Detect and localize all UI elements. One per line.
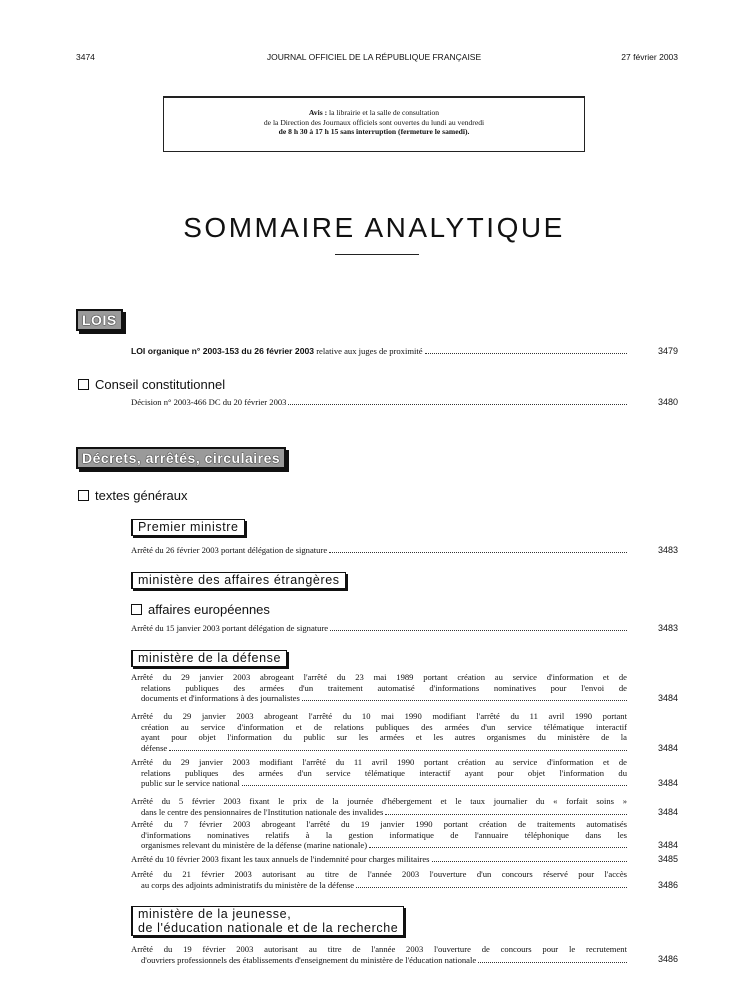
entry-continuation-line: d'informations nominatives relatifs à la gestion informatique de l'annuaire téléphonique dans les bbox=[141, 829, 627, 840]
leader-dots bbox=[385, 814, 627, 815]
entry-last-line: d'ouvriers professionnels des établissements d'enseignement du ministère de l'éducation nationale bbox=[141, 954, 477, 965]
affaires-europeennes-label: affaires européennes bbox=[148, 602, 270, 617]
notice-label: Avis : bbox=[308, 108, 328, 117]
jeunesse-label-line2: de l'éducation nationale et de la recherche bbox=[138, 921, 399, 935]
journal-title: JOURNAL OFFICIEL DE LA RÉPUBLIQUE FRANÇAISE bbox=[266, 52, 482, 62]
entry-text: Arrêté du 15 janvier 2003 portant délégation de signature bbox=[131, 623, 329, 633]
leader-dots bbox=[169, 750, 627, 751]
decision-entry bbox=[131, 397, 627, 408]
notice-line3: de 8 h 30 à 17 h 15 sans interruption (fermeture le samedi). bbox=[278, 127, 470, 136]
entry-first-line: Arrêté du 5 février 2003 fixant le prix de la journée d'hébergement et le taux journalier du « forfait soins » bbox=[131, 796, 627, 806]
entry-first-line: Arrêté du 7 février 2003 abrogeant l'arrêté du 19 janvier 1990 portant création de traitements automatisés bbox=[131, 819, 627, 829]
leader-dots bbox=[288, 404, 627, 405]
entry-text: Arrêté du 26 février 2003 portant délégation de signature bbox=[131, 545, 328, 555]
loi-organique-desc: relative aux juges de proximité bbox=[316, 346, 423, 356]
defense-entry bbox=[131, 672, 627, 704]
entry-first-line: Arrêté du 29 janvier 2003 abrogeant l'arrêté du 10 mai 1990 modifiant l'arrêté du 11 avril 1990 portant bbox=[131, 711, 627, 721]
lois-badge: LOIS bbox=[76, 309, 123, 331]
leader-dots bbox=[356, 887, 627, 888]
entry-first-line: Arrêté du 29 janvier 2003 modifiant l'arrêté du 11 avril 1990 portant création au service d'information et de bbox=[131, 757, 627, 767]
defense-entry-page: 3484 bbox=[657, 742, 678, 753]
premier-ministre-page: 3483 bbox=[657, 545, 678, 555]
loi-organique-page: 3479 bbox=[657, 346, 678, 356]
affaires-europeennes-entry bbox=[131, 623, 627, 634]
page-number: 3474 bbox=[76, 52, 95, 62]
decision-page: 3480 bbox=[657, 397, 678, 407]
leader-dots bbox=[425, 353, 627, 354]
loi-organique-title: LOI organique n° 2003-153 du 26 février 2003 bbox=[131, 346, 315, 356]
defense-entry bbox=[131, 757, 627, 789]
defense-entry bbox=[131, 711, 627, 753]
leader-dots bbox=[302, 700, 627, 701]
entry-last-line: public sur le service national bbox=[141, 778, 240, 788]
jeunesse-box bbox=[131, 906, 404, 936]
entry-continuation-line: relations publiques des armées d'un traitement automatisé d'informations nominatives pour l'envoi de bbox=[141, 682, 627, 693]
checkbox-square-icon bbox=[78, 379, 89, 390]
defense-entry bbox=[131, 796, 627, 817]
decision-text: Décision n° 2003-466 DC du 20 février 2003 bbox=[131, 397, 287, 407]
checkbox-square-icon bbox=[131, 604, 142, 615]
defense-entry-page: 3485 bbox=[657, 854, 678, 864]
jeunesse-page: 3486 bbox=[657, 954, 678, 964]
issue-date: 27 février 2003 bbox=[621, 52, 678, 62]
defense-entry-page: 3484 bbox=[657, 806, 678, 817]
leader-dots bbox=[432, 861, 628, 862]
notice-line2: de la Direction des Journaux officiels sont ouvertes du lundi au vendredi bbox=[263, 117, 485, 127]
jeunesse-label-line1: ministère de la jeunesse, bbox=[138, 907, 292, 921]
affaires-europeennes-page: 3483 bbox=[657, 623, 678, 633]
textes-generaux-label: textes généraux bbox=[95, 488, 188, 503]
entry-last-line: organismes relevant du ministère de la défense (marine nationale) bbox=[141, 840, 368, 850]
defense-box: ministère de la défense bbox=[131, 650, 287, 667]
leader-dots bbox=[330, 630, 627, 631]
entry-first-line: Arrêté du 29 janvier 2003 abrogeant l'arrêté du 23 mai 1989 portant création au service d'information et de bbox=[131, 672, 627, 682]
defense-entry bbox=[131, 869, 627, 890]
title-rule bbox=[335, 254, 419, 255]
entry-continuation-line: création au service d'information et de relations publiques des armées d'un service télématique interactif bbox=[141, 721, 627, 732]
entry-continuation-line: ayant pour objet l'information du public sur les armées et les autres organismes du ministère de la bbox=[141, 732, 627, 742]
page-title: SOMMAIRE ANALYTIQUE bbox=[183, 212, 565, 243]
defense-entry-page: 3486 bbox=[657, 879, 678, 890]
leader-dots bbox=[478, 962, 627, 963]
loi-organique-entry bbox=[131, 346, 627, 357]
entry-last-line: dans le centre des pensionnaires de l'Institution nationale des invalides bbox=[141, 806, 384, 817]
affaires-etrangeres-box: ministère des affaires étrangères bbox=[131, 572, 346, 589]
defense-entry bbox=[131, 819, 627, 851]
entry-last-line: défense bbox=[141, 742, 168, 753]
textes-generaux-heading bbox=[78, 488, 188, 503]
premier-ministre-box: Premier ministre bbox=[131, 519, 245, 536]
defense-entry-page: 3484 bbox=[657, 840, 678, 850]
leader-dots bbox=[329, 552, 627, 553]
defense-entry-page: 3484 bbox=[657, 693, 678, 703]
jeunesse-entry bbox=[131, 944, 627, 965]
checkbox-square-icon bbox=[78, 490, 89, 501]
defense-entry bbox=[131, 854, 627, 865]
entry-first-line: Arrêté du 21 février 2003 autorisant au titre de l'année 2003 l'ouverture d'un concours réservé pour l'accès bbox=[131, 869, 627, 879]
entry-last-line: au corps des adjoints administratifs du ministère de la défense bbox=[141, 879, 355, 890]
entry-last-line: Arrêté du 10 février 2003 fixant les taux annuels de l'indemnité pour charges militaires bbox=[131, 854, 430, 864]
leader-dots bbox=[369, 847, 627, 848]
entry-first-line: Arrêté du 19 février 2003 autorisant au titre de l'année 2003 l'ouverture de concours pour le recrutement bbox=[131, 944, 627, 954]
conseil-constitutionnel-heading bbox=[78, 377, 225, 392]
notice-box bbox=[163, 96, 585, 152]
defense-entry-page: 3484 bbox=[657, 778, 678, 788]
entry-last-line: documents et d'informations à des journalistes bbox=[141, 693, 300, 703]
entry-continuation-line: relations publiques des armées d'un service télématique interactif ayant pour objet l'information du bbox=[141, 767, 627, 778]
conseil-constitutionnel-label: Conseil constitutionnel bbox=[95, 377, 226, 392]
premier-ministre-entry bbox=[131, 545, 627, 556]
leader-dots bbox=[242, 785, 627, 786]
notice-line1: la librairie et la salle de consultation bbox=[329, 108, 440, 117]
decrets-badge: Décrets, arrêtés, circulaires bbox=[76, 447, 286, 469]
affaires-europeennes-heading bbox=[131, 602, 270, 617]
